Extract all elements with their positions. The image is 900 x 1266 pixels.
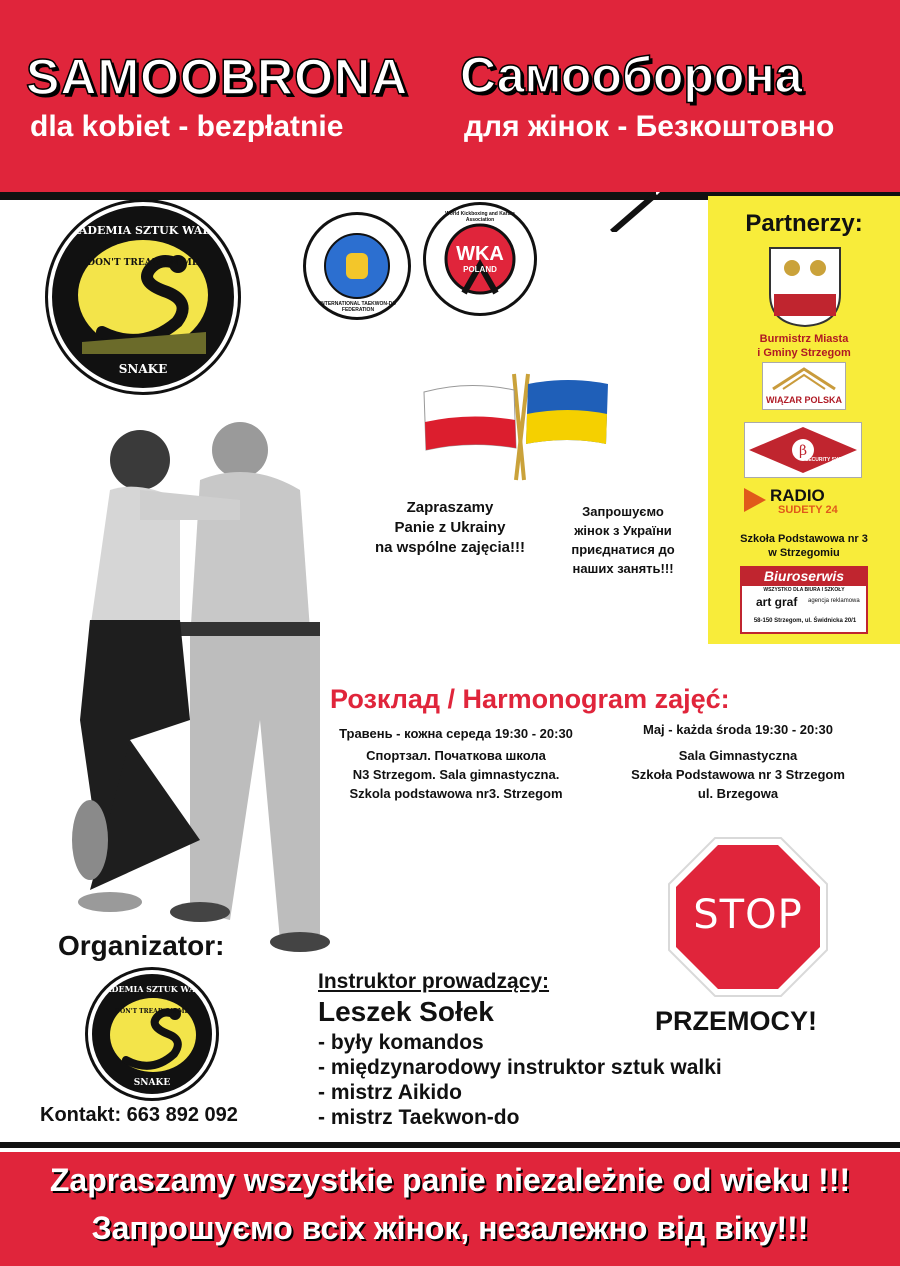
academy-motto: DON'T TREAD ON ME (87, 258, 199, 268)
schedule-pl-where-1: Sala Gimnastyczna (678, 748, 798, 763)
invite-ua-line-2: жінок з України (574, 523, 672, 538)
invite-pl-line-1: Zapraszamy (406, 499, 494, 516)
invite-ua-line-3: приєднатися до (571, 542, 675, 557)
burmistrz-line-2: i Gminy Strzegom (757, 347, 851, 359)
beta-diamond-icon (745, 423, 861, 477)
academy-bottom-snake-text: SNAKE (133, 1078, 171, 1088)
header-banner (0, 0, 900, 192)
academy-bottom-motto: DON'T TREAD ON ME (114, 1008, 190, 1015)
itf-logo (303, 212, 411, 320)
security-system-logo (744, 422, 862, 478)
schedule-ua-when: Травень - кожна середа 19:30 - 20:30 (339, 726, 573, 741)
schedule-pl-when: Maj - każda środa 19:30 - 20:30 (642, 722, 834, 737)
strzegom-coat-of-arms-icon (768, 246, 842, 328)
crossed-flags-icon (418, 370, 612, 482)
wka-ring-text: World Kickboxing and Karate Association (445, 211, 515, 223)
credential-item: - mistrz Aikido (318, 1081, 462, 1104)
ua-subtitle: для жінок - Безкоштовно (464, 110, 835, 143)
ua-title: Самооборона (460, 47, 803, 103)
wka-logo (423, 202, 537, 316)
svg-text:β: β (798, 443, 808, 459)
invite-ua-line-1: Запрошуємо (582, 504, 664, 519)
schedule-ua-where-2: N3 Strzegom. Sala gimnastyczna. (352, 767, 560, 782)
szkola-line-2: w Strzegomiu (768, 547, 840, 559)
pl-subtitle: dla kobiet - bezpłatnie (30, 110, 344, 143)
academy-logo-top (48, 202, 238, 392)
footer-banner (0, 1148, 900, 1266)
invite-pl-line-2: Panie z Ukrainy (394, 519, 506, 536)
wiazar-text: WIĄZAR POLSKA (766, 395, 842, 405)
organizer-title: Organizator: (58, 930, 225, 961)
schedule-pl-where (608, 746, 868, 803)
security-text: SECURITY SYSTEM (805, 457, 853, 463)
schedule-ua-where-1: Спортзал. Початкова школа (366, 748, 546, 763)
itf-ring-text: INTERNATIONAL TAEKWON-DO FEDERATION (319, 301, 397, 313)
instructor-credentials (318, 1030, 722, 1130)
credential-item: - międzynarodowy instruktor sztuk walki (318, 1056, 722, 1079)
footer-ua: Запрошуємо всіх жінок, незалежно від віку!!! (91, 1210, 809, 1246)
self-defense-photo (50, 420, 340, 960)
artgraf-text: art graf (756, 595, 798, 609)
biuroserwis-tagline: WSZYSTKO DLA BIURA I SZKOŁY (763, 587, 845, 593)
credential-item: - mistrz Taekwon-do (318, 1106, 520, 1129)
wka-poland-text: POLAND (463, 265, 497, 274)
academy-bottom-top-text: AKADEMIA SZTUK WALKI (92, 984, 212, 994)
biuroserwis-text: Biuroserwis (742, 568, 866, 586)
schedule-pl-where-3: ul. Brzegowa (697, 786, 779, 801)
radio-sudety-text: SUDETY 24 (778, 504, 838, 516)
invite-ua-line-4: наших занять!!! (572, 561, 674, 576)
artgraf-tagline: agencja reklamowa (808, 598, 860, 604)
schedule-pl-where-2: Szkoła Podstawowa nr 3 Strzegom (631, 767, 845, 782)
contact-phone: Kontakt: 663 892 092 (40, 1104, 238, 1126)
academy-logo-bottom (88, 970, 216, 1098)
schedule-title: Розклад / Harmonogram zajęć: (330, 684, 730, 714)
schedule-ua-where-3: Szkola podstawowa nr3. Strzegom (349, 786, 563, 801)
partners-heading: Partnerzy: (745, 210, 863, 237)
credential-item: - były komandos (318, 1031, 484, 1054)
stop-text: STOP (693, 892, 803, 938)
radio-text: RADIO (770, 486, 825, 505)
academy-top-text: AKADEMIA SZTUK WALKI (61, 224, 225, 237)
instructor-name: Leszek Sołek (318, 996, 494, 1027)
artgraf-address: 58-150 Strzegom, ul. Świdnicka 20/1 (753, 618, 857, 624)
roof-icon (763, 363, 845, 393)
szkola-line-1: Szkoła Podstawowa nr 3 (740, 533, 868, 545)
wiazar-polska-logo (762, 362, 846, 410)
academy-bottom-text: SNAKE (118, 362, 168, 376)
footer-pl: Zapraszamy wszystkie panie niezależnie od wieku !!! (49, 1162, 851, 1198)
stop-sign (667, 836, 829, 998)
invite-ua (548, 502, 698, 578)
biuroserwis-artgraf-logo (740, 566, 868, 634)
partners-panel (708, 196, 900, 644)
invite-pl (350, 498, 550, 558)
instructor-title: Instruktor prowadzący: (318, 970, 550, 993)
pl-title: SAMOOBRONA (26, 49, 409, 105)
burmistrz-line-1: Burmistrz Miasta (759, 333, 849, 345)
wka-text: WKA (456, 243, 504, 265)
schedule-ua-where (326, 746, 586, 803)
przemocy-label: PRZEMOCY! (655, 1006, 817, 1036)
invite-pl-line-3: na wspólne zajęcia!!! (374, 539, 526, 556)
radio-play-icon (744, 488, 766, 512)
